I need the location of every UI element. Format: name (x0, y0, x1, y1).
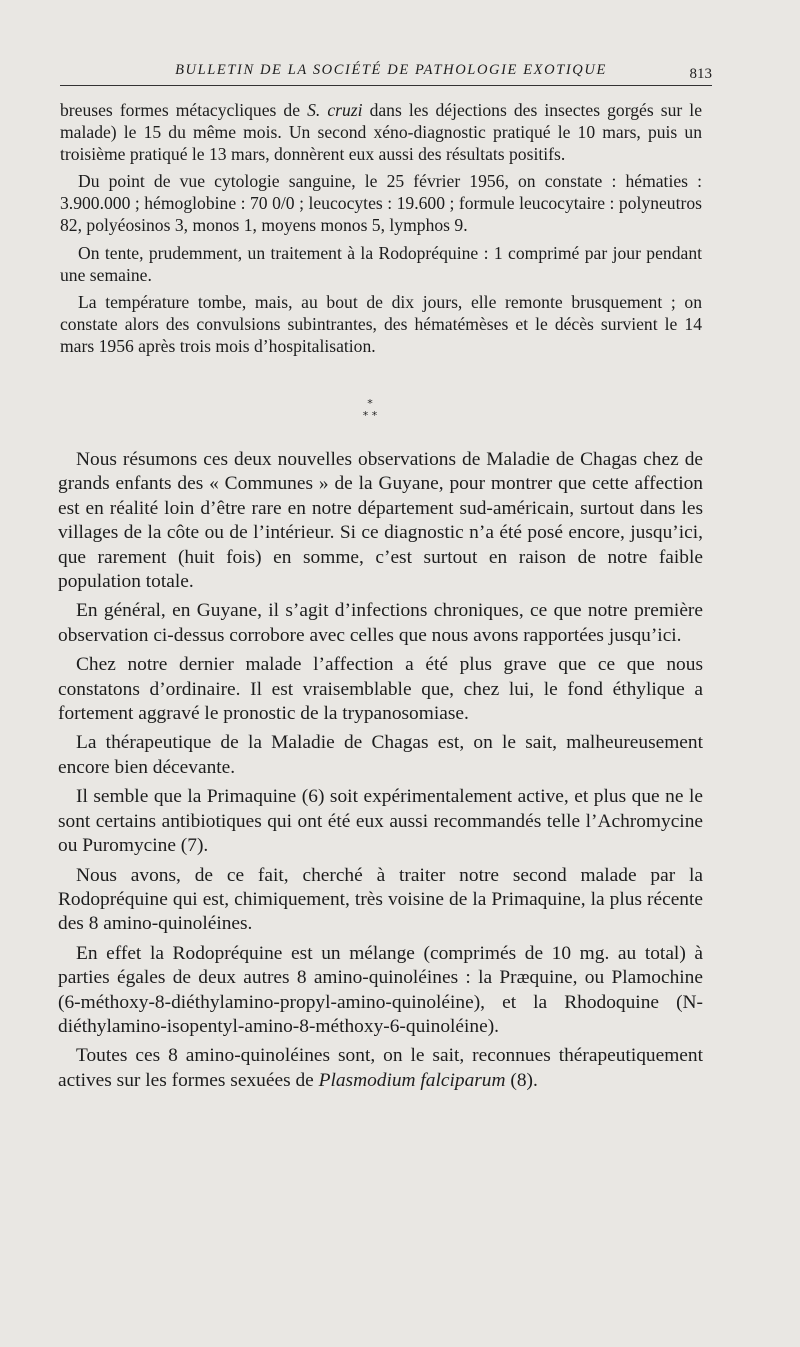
paragraph: On tente, prudemment, un traitement à la Rodopréquine : 1 comprimé par jour pendant une semaine. (60, 242, 702, 285)
paragraph: Du point de vue cytologie sanguine, le 25 février 1956, on constate : hématies : 3.900.000 ; hémoglobine : 70 0/0 ; leucocytes : 19.600 ; formule leucocytaire : polyneutros 82, polyéosinos 3, monos 1, moyens monos 5, lymphos 9. (60, 171, 702, 235)
text-run: dans les déjections des insectes gorgés sur le malade) le 15 du même mois. Un second xéno-diagnostic pratiqué le 10 mars, puis un troisième pratiqué le 13 mars, donnèrent eux aussi des résultats positifs. (60, 100, 702, 164)
text-run: (8). (505, 1069, 538, 1091)
section-separator (330, 398, 410, 422)
asterisk-pair: * * (362, 409, 378, 422)
text-run: Toutes ces 8 amino-quinoléines sont, on le sait, reconnues thérapeutiquement actives sur les formes sexuées de (58, 1045, 703, 1091)
paragraph: Nous résumons ces deux nouvelles observations de Maladie de Chagas chez de grands enfants des « Communes » de la Guyane, pour montrer que cette affection est en réalité loin d’être rare en notre département sud-américain, surtout dans les villages de la côte ou de l’intérieur. Si ce diagnostic n’a été posé encore, jusqu’ici, que rarement (huit fois) en somme, c’est surtout en raison de notre faible population totale. (58, 449, 703, 593)
running-header (60, 62, 712, 86)
running-title: BULLETIN DE LA SOCIÉTÉ DE PATHOLOGIE EXOTIQUE (175, 62, 607, 78)
case-report-continuation (60, 100, 702, 364)
italic-term: Plasmodium falciparum (318, 1069, 506, 1091)
paragraph: En général, en Guyane, il s’agit d’infections chroniques, ce que notre première observation ci-dessus corrobore avec celles que nous avons rapportées jusqu’ici. (58, 600, 703, 646)
paragraph: La thérapeutique de la Maladie de Chagas est, on le sait, malheureusement encore bien décevante. (58, 732, 703, 778)
paragraph: En effet la Rodopréquine est un mélange (comprimés de 10 mg. au total) à parties égales de deux autres 8 amino-quinoléines : la Præquine, ou Plamochine (6-méthoxy-8-diéthylamino-propyl-amino-quinoléine), et la Rhodoquine (N-diéthylamino-isopentyl-amino-8-méthoxy-6-quinoléine). (58, 942, 703, 1037)
paragraph: Nous avons, de ce fait, cherché à traiter notre second malade par la Rodopréquine qui est, chimiquement, très voisine de la Primaquine, la plus récente des 8 amino-quinoléines. (58, 864, 703, 935)
paragraph: La température tombe, mais, au bout de dix jours, elle remonte brusquement ; on constate alors des convulsions subintrantes, des hématémèses et le décès survient le 14 mars 1956 après trois mois d’hospitalisation. (60, 292, 702, 356)
paragraph: Chez notre dernier malade l’affection a été plus grave que ce que nous constatons d’ordinaire. Il est vraisemblable que, chez lui, le fond éthylique a fortement aggravé le pronostic de la trypanosomiase. (58, 654, 703, 725)
italic-term: S. cruzi (307, 100, 363, 120)
discussion-section (58, 448, 703, 1098)
paragraph (60, 100, 702, 165)
paragraph: Il semble que la Primaquine (6) soit expérimentalement active, et plus que ne le sont certains antibiotiques qui ont été eux aussi recommandés telle l’Achromycine ou Puromycine (7). (58, 786, 703, 857)
paragraph (58, 1044, 703, 1093)
text-run: breuses formes métacycliques de (60, 100, 308, 120)
page-number: 813 (689, 66, 712, 82)
asterisk: * (367, 397, 373, 410)
